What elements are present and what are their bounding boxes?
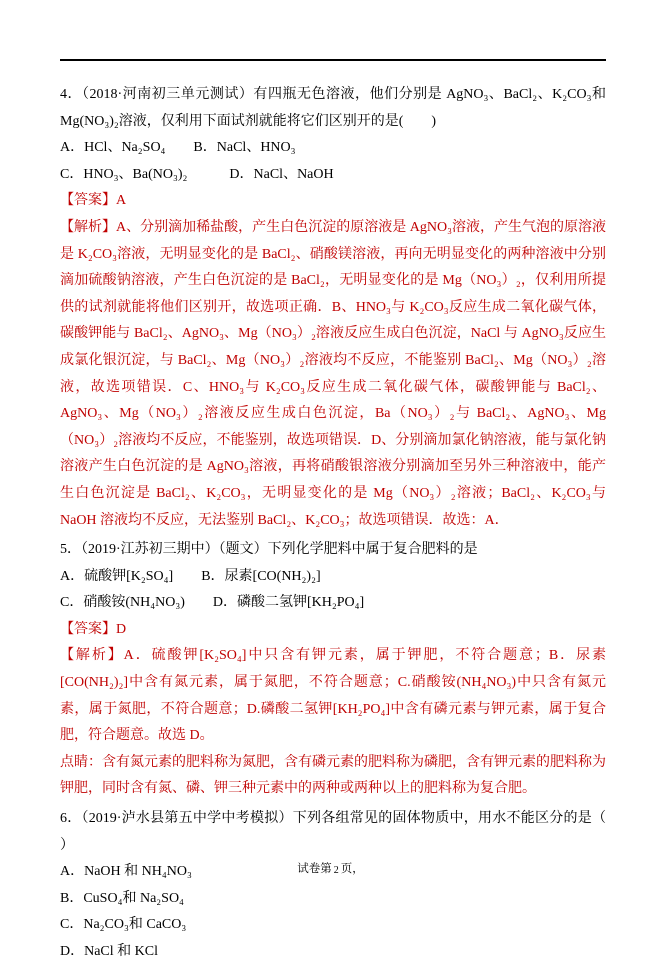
page-footer	[0, 861, 661, 878]
analysis-text: A．硫酸钾[K₂SO₄]中只含有钾元素，属于钾肥，不符合题意；B．尿素[CO(NH₂)₂]中含有氮元素，属于氮肥，不符合题意；C.硝酸铵(NH₄NO₃)中只含有氮元素，属于氮肥，不符合题意；D.磷酸二氢钾[KH₂PO₄]中含有磷元素与钾元素，属于复合肥，符合题意。故选 D。	[60, 648, 606, 744]
option-row: C．硝酸铵(NH₄NO₃) D．磷酸二氢钾[KH₂PO₄]	[60, 595, 365, 611]
analysis-text: A、分别滴加稀盐酸，产生白色沉淀的原溶液是 AgNO₃溶液，产生气泡的原溶液是 K₂CO₃溶液，无明显变化的是 BaCl₂、硝酸镁溶液，再向无明显变化的两种溶液中分别滴加硫酸钠溶液，产生白色沉淀的是 BaCl₂，无明显变化的是 Mg（NO₃）₂，仅利用所提供的试剂就能将他们区别开，故选项正确．B、HNO₃与 K₂CO₃反应生成二氧化碳气体，碳酸钾能与 BaCl₂、AgNO₃、Mg（NO₃）₂溶液反应生成白色沉淀，NaCl 与 AgNO₃反应生成氯化银沉淀，与 BaCl₂、Mg（NO₃）₂溶液均不反应，不能鉴别 BaCl₂、Mg（NO₃）₂溶液，故选项错误．C、HNO₃与 K₂CO₃反应生成二氧化碳气体，碳酸钾能与 BaCl₂、AgNO₃、Mg（NO₃）₂溶液反应生成白色沉淀，Ba（NO₃）₂与 BaCl₂、AgNO₃、Mg（NO₃）₂溶液均不反应，不能鉴别，故选项错误．D、分别滴加氯化钠溶液，能与氯化钠溶液产生白色沉淀的是 AgNO₃溶液，再将硝酸银溶液分别滴加至另外三种溶液中，能产生白色沉淀是 BaCl₂、K₂CO₃，无明显变化的是 Mg（NO₃）₂溶液；BaCl₂、K₂CO₃与 NaOH 溶液均不反应，无法鉴别 BaCl₂、K₂CO₃；故选项错误．故选：A．	[60, 219, 607, 528]
answer-line	[60, 188, 606, 215]
question-5-block	[60, 537, 606, 803]
answer-value: A	[116, 193, 127, 209]
option-row: A．NaOH 和 NH₄NO₃	[60, 864, 192, 880]
tip-text: 点睛：含有氮元素的肥料称为氮肥，含有磷元素的肥料称为磷肥，含有钾元素的肥料称为钾肥，同时含有氮、磷、钾三种元素中的两种或两种以上的肥料称为复合肥。	[60, 754, 606, 797]
option-row: B．CuSO₄和 Na₂SO₄	[60, 890, 184, 906]
document-content	[60, 82, 606, 966]
question-6-block	[60, 806, 606, 966]
analysis-label: 【解析】	[60, 219, 117, 235]
answer-value: D	[116, 621, 127, 637]
option-row: C．Na₂CO₃和 CaCO₃	[60, 917, 187, 933]
question-stem: 5．（2019·江苏初三期中）（题文）下列化学肥料中属于复合肥料的是	[60, 542, 478, 558]
question-4-block	[60, 82, 606, 534]
question-stem: 4．（2018·河南初三单元测试）有四瓶无色溶液，他们分别是 AgNO₃、BaCl₂、K₂CO₃和 Mg(NO₃)₂溶液，仅利用下面试剂就能将它们区别开的是( )	[60, 87, 606, 129]
analysis-paragraph	[60, 215, 606, 534]
analysis-label: 【解析】	[60, 648, 124, 664]
answer-label: 【答案】	[60, 193, 116, 209]
analysis-paragraph	[60, 643, 606, 749]
answer-line	[60, 617, 606, 644]
tip-paragraph	[60, 750, 606, 803]
option-row: C．HNO₃、Ba(NO₃)₂ D．NaCl、NaOH	[60, 166, 334, 182]
option-row: A．HCl、Na₂SO₄ B．NaCl、HNO₃	[60, 140, 296, 156]
footer-page-number: 2	[333, 865, 339, 876]
option-row: D．NaCl 和 KCl	[60, 944, 158, 959]
header-rule	[60, 59, 606, 61]
answer-label: 【答案】	[60, 621, 116, 637]
footer-prefix: 试卷第	[297, 863, 332, 875]
option-row: A．硫酸钾[K₂SO₄] B．尿素[CO(NH₂)₂]	[60, 568, 321, 584]
question-stem: 6．（2019·泸水县第五中学中考模拟）下列各组常见的固体物质中，用水不能区分的是（ ）	[60, 811, 606, 853]
footer-suffix: 页，	[340, 863, 364, 875]
